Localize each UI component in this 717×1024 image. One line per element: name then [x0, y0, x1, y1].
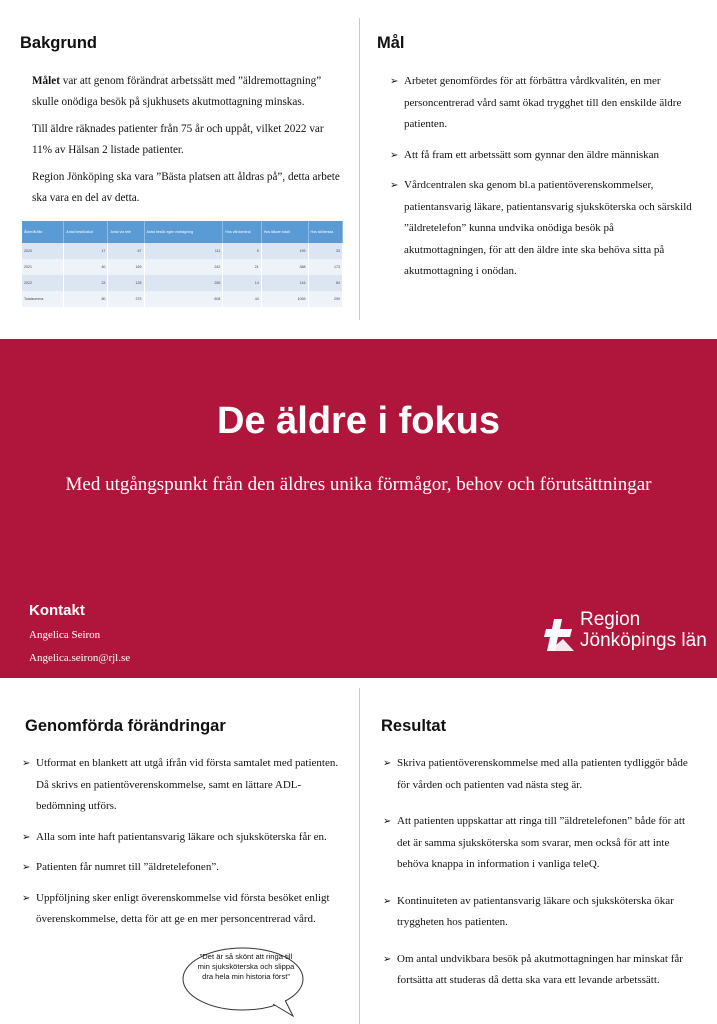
table-cell: 33 [308, 243, 343, 259]
table-header: Hos läkare totalt [261, 221, 308, 243]
genomforda-item-text: Alla som inte haft patientansvarig läkare och sjuksköterska får en. [36, 830, 327, 843]
table-cell: 375 [108, 291, 144, 307]
bakgrund-paragraph-1 [32, 71, 342, 113]
table-header: Ålder/år/län [22, 221, 64, 243]
list-item [22, 827, 347, 849]
patient-quote: ”Det är så skönt att ringa till min sjuksköterska och slippa dra hela min historia först” [197, 952, 295, 981]
mal-item-text: Arbetet genomfördes för att förbättra vårdkvalitén, en mer personcentrerad vård samt ökad trygghet till den enskilde äldre patienten. [404, 75, 682, 130]
table-cell: 388 [261, 259, 308, 275]
page-subtitle: Med utgångspunkt från den äldres unika förmågor, behov och förutsättningar [65, 474, 652, 495]
bottom-column-divider [359, 688, 360, 1024]
genomforda-item-text: Uppföljning sker enligt överenskommelse vid första besöket enligt överenskommelse, detta för att ge en mer personcentrerad vård. [36, 891, 330, 925]
list-item [22, 857, 347, 879]
table-cell: 2022 [22, 275, 64, 291]
title-banner [0, 339, 717, 678]
table-cell: 9 [223, 243, 261, 259]
list-item [383, 753, 698, 796]
mal-list [390, 71, 695, 292]
table-header: Antal via tele [108, 221, 144, 243]
table-row [22, 243, 343, 259]
list-item [390, 71, 695, 136]
arrow-bullet-icon: ➢ [22, 831, 31, 843]
genomforda-item-text: Utformat en blankett att utgå ifrån vid första samtalet med patienten. Då skrivs en patientöverenskommelse, samt en lättare ADL-bedömning utförs. [36, 757, 339, 812]
resultat-item-text: Om antal undvikbara besök på akutmottagningen har minskat får fortsätta att studeras då detta ska vara ett levande arbetssätt. [397, 952, 683, 986]
genomforda-heading: Genomförda förändringar [25, 717, 226, 735]
list-item [22, 753, 347, 818]
mal-heading: Mål [377, 34, 405, 52]
table-header-row [22, 221, 343, 243]
arrow-bullet-icon: ➢ [390, 180, 399, 191]
mal-item-text: Att få fram ett arbetssätt som gynnar den äldre människan [404, 148, 660, 161]
resultat-heading: Resultat [381, 717, 447, 735]
top-column-divider [359, 18, 360, 320]
table-cell: 111 [144, 243, 223, 259]
table-cell: 1059 [261, 291, 308, 307]
resultat-item-text: Skriva patientöverenskommelse med alla patienten tydliggör både för vården och patienten vad nästa steg är. [397, 757, 688, 791]
arrow-bullet-icon: ➢ [390, 76, 399, 87]
logo-line-1: Region [580, 609, 641, 630]
table-cell: 17 [64, 243, 108, 259]
arrow-bullet-icon: ➢ [383, 953, 392, 965]
region-logo-text [580, 609, 707, 651]
table-header: Hos vårdcentral [223, 221, 261, 243]
list-item [22, 888, 347, 931]
table-row [22, 259, 343, 275]
bakgrund-paragraph-3: Region Jönköping ska vara ”Bästa platsen att åldras på”, detta arbete ska vara en del av detta. [32, 171, 340, 204]
arrow-bullet-icon: ➢ [383, 895, 392, 907]
list-item [390, 145, 695, 167]
arrow-bullet-icon: ➢ [390, 149, 399, 161]
kontakt-name: Angelica Seiron [29, 629, 101, 641]
table-cell: 80 [64, 291, 108, 307]
arrow-bullet-icon: ➢ [22, 862, 31, 873]
table-header: Hos sköterska [308, 221, 343, 243]
table-cell: 84 [308, 275, 343, 291]
list-item [383, 891, 698, 934]
arrow-bullet-icon: ➢ [22, 892, 31, 904]
arrow-bullet-icon: ➢ [383, 816, 392, 827]
region-cross-logo-icon [543, 617, 577, 653]
genomforda-list [22, 753, 347, 940]
arrow-bullet-icon: ➢ [383, 758, 392, 769]
table-cell: 44 [223, 291, 261, 307]
bakgrund-text [32, 71, 342, 215]
resultat-list [383, 753, 698, 1001]
table-cell: 608 [144, 291, 223, 307]
mal-item-text: Vårdcentralen ska genom bl.a patientöverenskommelser, patientansvarig läkare, patientansvarig sjuksköterska och särskild ”äldretelefon” kunna undvika onödiga besök på akutmottagningen, för att den äldre inte ska behöva sitta på akutmottagning i onödan. [404, 179, 692, 277]
table-cell: 2021 [22, 259, 64, 275]
statistics-table [22, 221, 343, 307]
resultat-item-text: Kontinuiteten av patientansvarig läkare och sjuksköterska ökar tryggheten hos patienten. [397, 894, 674, 928]
table-header: Antal besök/akut [64, 221, 108, 243]
table-cell: 23 [64, 275, 108, 291]
bakgrund-goal-text: var att genom förändrat arbetssätt med ”äldremottagning” skulle onödiga besök på sjukhusets akutmottagning minskas. [32, 75, 322, 108]
table-cell: 169 [108, 259, 144, 275]
list-item [390, 175, 695, 283]
table-header: Antal besök egen mottagning [144, 221, 223, 243]
genomforda-item-text: Patienten får numret till ”äldretelefonen”. [36, 861, 219, 873]
bakgrund-heading: Bakgrund [20, 34, 98, 52]
table-cell: 290 [308, 291, 343, 307]
list-item [383, 949, 698, 992]
table-cell: 242 [144, 259, 223, 275]
table-cell: 255 [144, 275, 223, 291]
bakgrund-paragraph-2: Till äldre räknades patienter från 75 år och uppåt, vilket 2022 var 11% av Hälsan 2 listade patienter. [32, 123, 324, 156]
logo-line-2: Jönköpings län [580, 630, 707, 651]
table-cell: 199 [261, 243, 308, 259]
page-title: De äldre i fokus [217, 400, 500, 442]
table-row [22, 275, 343, 291]
table-cell: 173 [308, 259, 343, 275]
table-cell: 67 [108, 243, 144, 259]
table-cell: 116 [261, 275, 308, 291]
kontakt-heading: Kontakt [29, 602, 85, 619]
bakgrund-goal-label: Målet [32, 75, 60, 87]
table-cell: 21 [223, 259, 261, 275]
table-cell: 40 [64, 259, 108, 275]
table-cell: 2020 [22, 243, 64, 259]
table-cell: 128 [108, 275, 144, 291]
resultat-item-text: Att patienten uppskattar att ringa till ”äldretelefonen” både för att det är samma sjuksköterska som svarar, men också för att inte behöva knappa in information i vanliga teleQ. [397, 815, 686, 870]
list-item [383, 811, 698, 876]
table-cell: Totalsumma [22, 291, 64, 307]
arrow-bullet-icon: ➢ [22, 758, 31, 769]
table-cell: 14 [223, 275, 261, 291]
kontakt-email: Angelica.seiron@rjl.se [29, 652, 131, 664]
table-row [22, 291, 343, 307]
